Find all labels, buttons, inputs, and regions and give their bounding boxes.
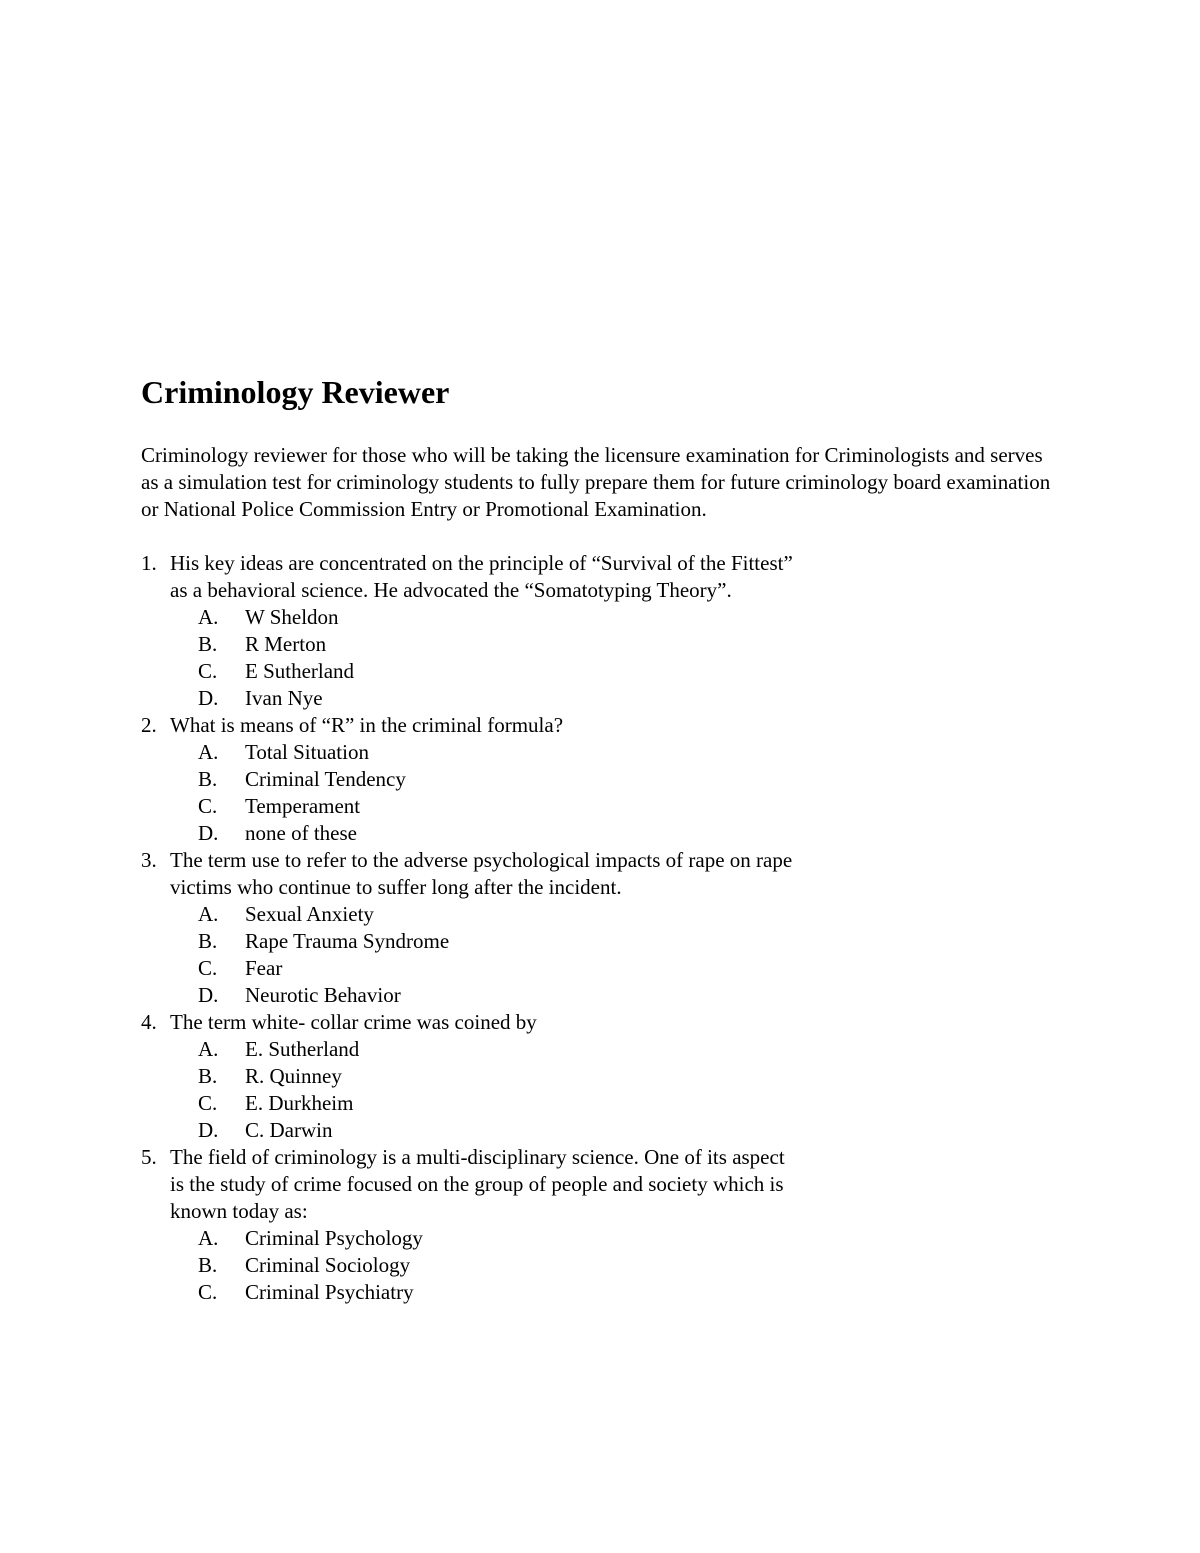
option-letter: B. — [198, 1064, 218, 1088]
option-text: Criminal Psychiatry — [245, 1280, 414, 1304]
option-letter: C. — [198, 1091, 218, 1115]
option-text: W Sheldon — [245, 605, 339, 629]
option-a — [198, 1225, 1061, 1252]
question-number: 4. — [141, 1010, 157, 1034]
question-text: The term use to refer to the adverse psychological impacts of rape on rape victims who continue to suffer long after the incident. — [170, 848, 793, 899]
option-text: Rape Trauma Syndrome — [245, 929, 450, 953]
option-letter: B. — [198, 1253, 218, 1277]
option-letter: A. — [198, 740, 219, 764]
question-text: The term white- collar crime was coined by — [170, 1010, 537, 1034]
option-list — [170, 1225, 1061, 1306]
option-letter: D. — [198, 983, 219, 1007]
question-number: 5. — [141, 1145, 157, 1169]
question-text: His key ideas are concentrated on the principle of “Survival of the Fittest” as a behavioral science. He advocated the “Somatotyping Theory”. — [170, 551, 793, 602]
question-number: 2. — [141, 713, 157, 737]
option-letter: C. — [198, 659, 218, 683]
document-title: Criminology Reviewer — [141, 374, 450, 410]
option-text: R Merton — [245, 632, 327, 656]
question-text: What is means of “R” in the criminal formula? — [170, 713, 564, 737]
option-b — [198, 631, 1061, 658]
question-3 — [141, 847, 1061, 1009]
question-number: 3. — [141, 848, 157, 872]
option-b — [198, 928, 1061, 955]
option-text: C. Darwin — [245, 1118, 333, 1142]
option-letter: B. — [198, 767, 218, 791]
question-2 — [141, 712, 1061, 847]
option-text: E. Durkheim — [245, 1091, 354, 1115]
option-letter: C. — [198, 956, 218, 980]
option-text: Criminal Psychology — [245, 1226, 423, 1250]
option-text: none of these — [245, 821, 357, 845]
question-1 — [141, 550, 1061, 712]
option-a — [198, 901, 1061, 928]
option-d — [198, 820, 1061, 847]
option-letter: B. — [198, 632, 218, 656]
option-text: Sexual Anxiety — [245, 902, 374, 926]
option-letter: C. — [198, 1280, 218, 1304]
option-text: Total Situation — [245, 740, 369, 764]
option-a — [198, 1036, 1061, 1063]
option-letter: A. — [198, 1226, 219, 1250]
option-d — [198, 1117, 1061, 1144]
option-text: Neurotic Behavior — [245, 983, 401, 1007]
option-text: R. Quinney — [245, 1064, 342, 1088]
option-c — [198, 658, 1061, 685]
option-text: E Sutherland — [245, 659, 355, 683]
option-text: Criminal Sociology — [245, 1253, 411, 1277]
option-letter: B. — [198, 929, 218, 953]
option-c — [198, 1090, 1061, 1117]
option-c — [198, 955, 1061, 982]
option-a — [198, 604, 1061, 631]
option-b — [198, 1252, 1061, 1279]
option-letter: A. — [198, 605, 219, 629]
question-text: The field of criminology is a multi-disciplinary science. One of its aspect is the study of crime focused on the group of people and society which is known today as: — [170, 1145, 785, 1223]
option-list — [170, 739, 1061, 847]
question-list — [141, 550, 1061, 1306]
option-letter: D. — [198, 821, 219, 845]
question-5 — [141, 1144, 1061, 1306]
option-c — [198, 793, 1061, 820]
option-list — [170, 1036, 1061, 1144]
option-d — [198, 982, 1061, 1009]
option-d — [198, 685, 1061, 712]
option-list — [170, 604, 1061, 712]
intro-paragraph: Criminology reviewer for those who will be taking the licensure examination for Criminologists and serves as a simulation test for criminology students to fully prepare them for future criminology board examination or National Police Commission Entry or Promotional Examination. — [141, 443, 1051, 521]
document-page — [141, 372, 1061, 1306]
option-text: E. Sutherland — [245, 1037, 360, 1061]
option-letter: A. — [198, 902, 219, 926]
option-a — [198, 739, 1061, 766]
option-text: Criminal Tendency — [245, 767, 406, 791]
option-letter: C. — [198, 794, 218, 818]
question-number: 1. — [141, 551, 157, 575]
option-list — [170, 901, 1061, 1009]
option-letter: D. — [198, 1118, 219, 1142]
question-4 — [141, 1009, 1061, 1144]
option-b — [198, 766, 1061, 793]
option-letter: D. — [198, 686, 219, 710]
option-text: Temperament — [245, 794, 361, 818]
option-text: Ivan Nye — [245, 686, 323, 710]
option-b — [198, 1063, 1061, 1090]
option-c — [198, 1279, 1061, 1306]
option-text: Fear — [245, 956, 283, 980]
option-letter: A. — [198, 1037, 219, 1061]
